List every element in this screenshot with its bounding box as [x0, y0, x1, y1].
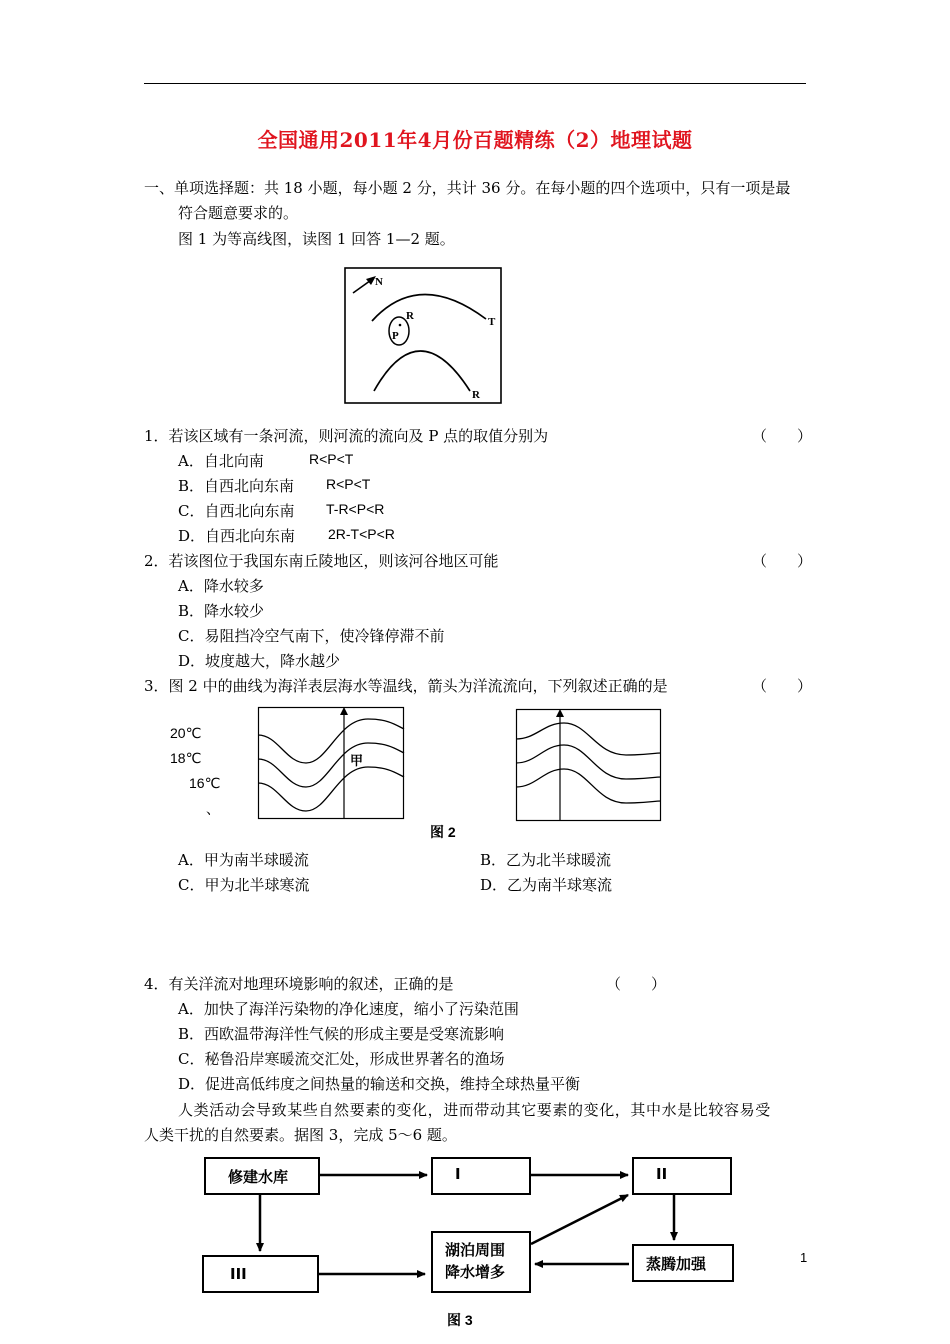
- q1-option-c-value: T-R<P<R: [326, 501, 385, 517]
- fig2-temp-16: 16℃: [189, 775, 221, 791]
- option-letter: D．: [178, 527, 206, 545]
- fig2-caption: 图 2: [430, 824, 456, 840]
- option-letter: A．: [178, 1000, 204, 1018]
- page-title: 全国通用2011年4月份百题精练（2）地理试题: [257, 128, 693, 152]
- question-3-stem: 3．图 2 中的曲线为海洋表层海水等温线，箭头为洋流流向，下列叙述正确的是: [144, 677, 668, 695]
- fig1-intro: 图 1 为等高线图，读图 1 回答 1—2 题。: [178, 230, 455, 248]
- fig1-label-r-lower: R: [472, 389, 480, 401]
- option-text: 乙为南半球寒流: [507, 876, 613, 894]
- option-letter: D．: [178, 1075, 206, 1093]
- passage-line1: 人类活动会导致某些自然要素的变化，进而带动其它要素的变化，其中水是比较容易受: [178, 1101, 771, 1119]
- option-letter: A．: [178, 851, 204, 869]
- fig2-label-jia: 甲: [350, 754, 364, 769]
- option-text: 易阻挡冷空气南下，使冷锋停滞不前: [204, 627, 445, 645]
- fig1-label-p: P: [392, 330, 399, 342]
- question-3-answer-bracket[interactable]: （ ）: [752, 677, 813, 695]
- option-text: 乙为北半球暖流: [506, 851, 612, 869]
- option-letter: C．: [178, 502, 205, 520]
- fig3-caption: 图 3: [447, 1312, 473, 1328]
- option-letter: B．: [178, 602, 205, 620]
- fig2-tick-mark: 、: [206, 802, 220, 818]
- flow-box-reservoir: 修建水库: [204, 1157, 320, 1195]
- arrow-lake-to-ii: [531, 1195, 628, 1244]
- option-text: 降水较少: [204, 602, 265, 620]
- option-letter: C．: [178, 1050, 205, 1068]
- option-text: 自北向南: [203, 452, 264, 470]
- option-text: 自西北向东南: [204, 502, 295, 520]
- option-text: 秘鲁沿岸寒暖流交汇处，形成世界著名的渔场: [204, 1050, 505, 1068]
- fig1-label-r-upper: R: [406, 310, 414, 322]
- question-2-stem: 2．若该图位于我国东南丘陵地区，则该河谷地区可能: [144, 552, 499, 570]
- flow-box-iii: III: [202, 1255, 319, 1293]
- option-text: 甲为南半球暖流: [203, 851, 309, 869]
- option-text: 促进高低纬度之间热量的输送和交换，维持全球热量平衡: [205, 1075, 581, 1093]
- option-text: 加快了海洋污染物的净化速度，缩小了污染范围: [203, 1000, 519, 1018]
- option-text: 自西北向东南: [204, 477, 295, 495]
- option-text: 降水较多: [203, 577, 264, 595]
- flow-box-evap: 蒸腾加强: [632, 1244, 734, 1282]
- option-letter: B．: [178, 1025, 205, 1043]
- option-letter: A．: [178, 577, 204, 595]
- q1-option-b-value: R<P<T: [326, 476, 371, 492]
- question-4-stem: 4．有关洋流对地理环境影响的叙述，正确的是: [144, 975, 454, 993]
- fig2-temp-20: 20℃: [170, 725, 202, 741]
- option-text: 坡度越大，降水越少: [205, 652, 341, 670]
- page-number: 1: [800, 1250, 808, 1265]
- passage-line2: 人类干扰的自然要素。据图 3，完成 5～6 题。: [144, 1126, 457, 1144]
- q1-option-a-value: R<P<T: [309, 451, 354, 467]
- question-1-answer-bracket[interactable]: （ ）: [752, 427, 813, 445]
- fig1-label-north: N: [375, 276, 383, 288]
- flow-box-i: I: [431, 1157, 531, 1195]
- lake-box-line2: 降水增多: [445, 1263, 506, 1281]
- fig1-label-t: T: [488, 316, 496, 328]
- option-letter: C．: [178, 876, 205, 894]
- option-letter: B．: [178, 477, 205, 495]
- section-heading-line1: 一、单项选择题：共 18 小题，每小题 2 分，共计 36 分。在每小题的四个选项中，只有一项是最: [144, 179, 791, 197]
- option-text: 西欧温带海洋性气候的形成主要是受寒流影响: [204, 1025, 505, 1043]
- option-text: 甲为北半球寒流: [204, 876, 310, 894]
- option-letter: D．: [178, 652, 206, 670]
- flow-box-lake-precip: [431, 1231, 531, 1293]
- question-4-answer-bracket[interactable]: （ ）: [606, 975, 667, 993]
- lake-box-line1: 湖泊周围: [445, 1241, 506, 1259]
- option-letter: C．: [178, 627, 205, 645]
- q1-option-d-value: 2R-T<P<R: [328, 526, 395, 542]
- option-letter: A．: [178, 452, 204, 470]
- flow-box-ii: II: [632, 1157, 732, 1195]
- option-text: 自西北向东南: [205, 527, 296, 545]
- fig2-temp-18: 18℃: [170, 750, 202, 766]
- question-1-stem: 1．若该区域有一条河流，则河流的流向及 P 点的取值分别为: [144, 427, 549, 445]
- section-heading-line2: 符合题意要求的。: [178, 204, 299, 222]
- option-letter: B．: [480, 851, 507, 869]
- option-letter: D．: [480, 876, 508, 894]
- question-2-answer-bracket[interactable]: （ ）: [752, 552, 813, 570]
